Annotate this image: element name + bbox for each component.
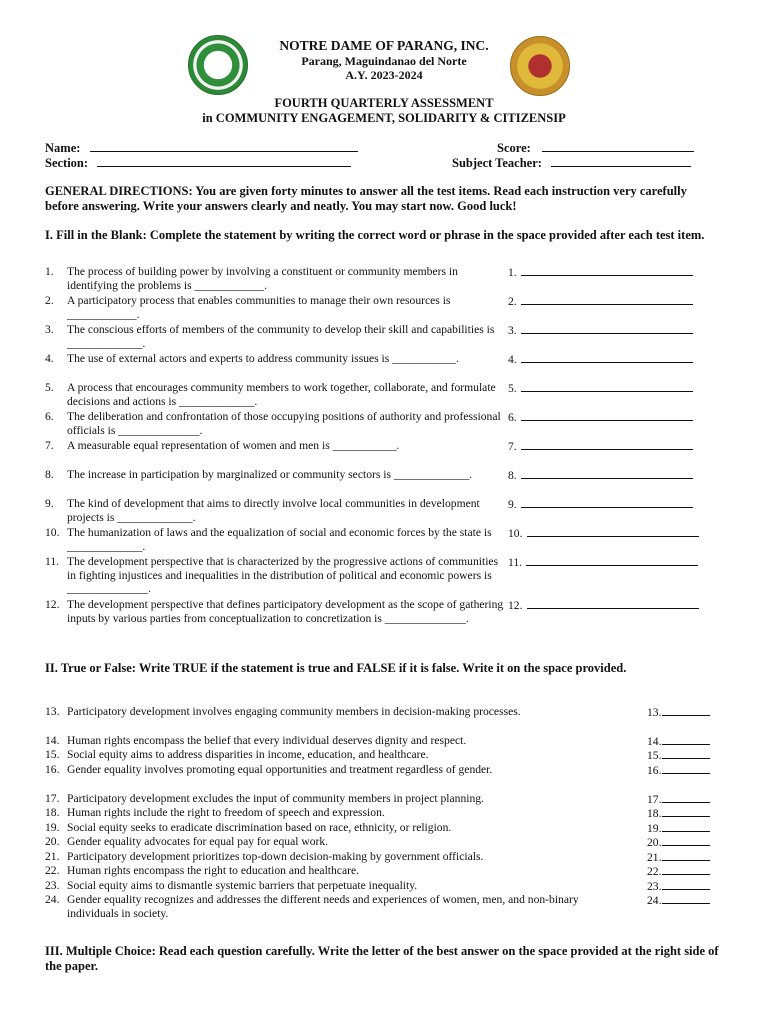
item-text: The deliberation and confrontation of those occupying positions of authority and professional officials is ______________. [67, 410, 501, 437]
item-number: 24. [45, 893, 60, 906]
answer-blank[interactable] [647, 705, 710, 719]
item-text: Social equity aims to address disparities in income, education, and healthcare. [67, 748, 429, 761]
teacher-label: Subject Teacher: [452, 156, 542, 170]
part1-instruction: I. Fill in the Blank: Complete the statement by writing the correct word or phrase in the space provided after each test item. [45, 228, 705, 242]
answer-number: 6. [508, 411, 517, 424]
answer-blank[interactable] [508, 468, 693, 482]
answer-number: 12. [508, 599, 523, 612]
item-text: Social equity seeks to eradicate discrimination based on race, ethnicity, or religion. [67, 821, 452, 834]
item-text: Participatory development prioritizes top-down decision-making by government officials. [67, 850, 484, 863]
answer-blank[interactable] [508, 598, 699, 612]
answer-blank[interactable] [647, 792, 710, 806]
answer-line[interactable] [521, 468, 693, 479]
item-number: 22. [45, 864, 60, 877]
answer-blank[interactable] [508, 410, 693, 424]
answer-line[interactable] [527, 526, 699, 537]
school-name: NOTRE DAME OF PARANG, INC. [279, 38, 489, 53]
answer-number: 3. [508, 324, 517, 337]
answer-number: 15. [647, 749, 662, 762]
answer-number: 7. [508, 440, 517, 453]
general-directions: GENERAL DIRECTIONS: You are given forty minutes to answer all the test items. Read each instruction very carefully before answering. Write your answers clearly and neatly. You may start now. Good luck! [45, 184, 687, 213]
assessment-title: FOURTH QUARTERLY ASSESSMENT [274, 96, 494, 110]
item-number: 15. [45, 748, 60, 761]
answer-line[interactable] [662, 835, 710, 846]
answer-line[interactable] [662, 821, 710, 832]
section-field[interactable] [45, 155, 351, 171]
answer-number: 23. [647, 880, 662, 893]
name-line[interactable] [90, 140, 358, 152]
item-number: 8. [45, 468, 54, 481]
answer-line[interactable] [662, 879, 710, 890]
item-text: The increase in participation by marginalized or community sectors is _____________. [67, 468, 473, 481]
answer-line[interactable] [521, 439, 693, 450]
answer-line[interactable] [521, 497, 693, 508]
answer-line[interactable] [521, 323, 693, 334]
item-text: The conscious efforts of members of the community to develop their skill and capabilities is _____________. [67, 323, 495, 350]
item-number: 10. [45, 526, 60, 539]
item-number: 9. [45, 497, 54, 510]
answer-blank[interactable] [647, 748, 710, 762]
answer-blank[interactable] [647, 734, 710, 748]
answer-number: 11. [508, 556, 523, 569]
item-text: The humanization of laws and the equalization of social and economic forces by the state is _____________. [67, 526, 492, 553]
answer-blank[interactable] [647, 763, 710, 777]
answer-blank[interactable] [647, 821, 710, 835]
answer-blank[interactable] [508, 381, 693, 395]
answer-number: 1. [508, 266, 517, 279]
item-number: 5. [45, 381, 54, 394]
answer-number: 24. [647, 894, 662, 907]
score-line[interactable] [542, 140, 694, 152]
answer-number: 4. [508, 353, 517, 366]
item-number: 2. [45, 294, 54, 307]
item-number: 21. [45, 850, 60, 863]
answer-blank[interactable] [508, 497, 693, 511]
answer-blank[interactable] [508, 352, 693, 366]
item-text: Gender equality involves promoting equal opportunities and treatment regardless of gender. [67, 763, 493, 776]
item-number: 12. [45, 598, 60, 611]
item-number: 6. [45, 410, 54, 423]
item-text: The process of building power by involving a constituent or community members in identifying the problems is ____________. [67, 265, 458, 292]
item-text: Gender equality advocates for equal pay for equal work. [67, 835, 329, 848]
item-number: 1. [45, 265, 54, 278]
answer-blank[interactable] [508, 323, 693, 337]
answer-line[interactable] [521, 381, 693, 392]
answer-number: 5. [508, 382, 517, 395]
name-label: Name: [45, 141, 81, 155]
answer-number: 19. [647, 822, 662, 835]
item-number: 17. [45, 792, 60, 805]
answer-number: 8. [508, 469, 517, 482]
answer-number: 22. [647, 865, 662, 878]
answer-number: 9. [508, 498, 517, 511]
item-number: 19. [45, 821, 60, 834]
answer-blank[interactable] [647, 879, 710, 893]
answer-line[interactable] [521, 410, 693, 421]
answer-blank[interactable] [508, 526, 699, 540]
answer-blank[interactable] [647, 835, 710, 849]
item-text: A participatory process that enables communities to manage their own resources is ____________. [67, 294, 451, 321]
answer-blank[interactable] [647, 864, 710, 878]
answer-line[interactable] [662, 864, 710, 875]
item-number: 14. [45, 734, 60, 747]
score-field[interactable] [497, 140, 694, 156]
answer-blank[interactable] [647, 893, 710, 907]
item-text: The development perspective that defines participatory development as the scope of gathering inputs by various parties from conceptualization to concretization is ______________. [67, 598, 504, 625]
answer-line[interactable] [662, 705, 710, 716]
item-number: 23. [45, 879, 60, 892]
answer-number: 2. [508, 295, 517, 308]
answer-number: 17. [647, 793, 662, 806]
teacher-field[interactable] [452, 155, 691, 171]
answer-number: 16. [647, 764, 662, 777]
item-number: 18. [45, 806, 60, 819]
answer-number: 20. [647, 836, 662, 849]
item-number: 4. [45, 352, 54, 365]
answer-number: 18. [647, 807, 662, 820]
answer-blank[interactable] [508, 439, 693, 453]
item-number: 7. [45, 439, 54, 452]
item-number: 11. [45, 555, 60, 568]
answer-blank[interactable] [647, 806, 710, 820]
item-text: Human rights include the right to freedom of speech and expression. [67, 806, 385, 819]
answer-line[interactable] [662, 748, 710, 759]
item-number: 16. [45, 763, 60, 776]
item-number: 13. [45, 705, 60, 718]
answer-number: 10. [508, 527, 523, 540]
answer-line[interactable] [527, 598, 699, 609]
item-text: Human rights encompass the right to education and healthcare. [67, 864, 360, 877]
answer-line[interactable] [662, 850, 710, 861]
school-address: Parang, Maguindanao del Norte [301, 54, 467, 68]
answer-blank[interactable] [508, 294, 693, 308]
answer-line[interactable] [521, 294, 693, 305]
item-text: The kind of development that aims to directly involve local communities in development projects is _____________. [67, 497, 480, 524]
item-text: The development perspective that is characterized by the progressive actions of communities in fighting injustices and inequalities in the distribution of political and economic powers is ______________. [67, 555, 499, 595]
answer-line[interactable] [662, 792, 710, 803]
item-text: Gender equality recognizes and addresses the different needs and experiences of women, men, and non-binary individuals in society. [67, 893, 579, 920]
school-year: A.Y. 2023-2024 [345, 68, 423, 82]
answer-number: 14. [647, 735, 662, 748]
item-text: Participatory development excludes the input of community members in project planning. [67, 792, 484, 805]
answer-blank[interactable] [508, 265, 693, 279]
part2-instruction: II. True or False: Write TRUE if the statement is true and FALSE if it is false. Write it on the space provided. [45, 661, 627, 675]
answer-line[interactable] [662, 893, 710, 904]
answer-number: 21. [647, 851, 662, 864]
answer-line[interactable] [662, 806, 710, 817]
section-label: Section: [45, 156, 89, 170]
section-line[interactable] [97, 155, 351, 167]
score-label: Score: [497, 141, 531, 155]
item-text: A measurable equal representation of women and men is ___________. [67, 439, 400, 452]
subject-title: in COMMUNITY ENGAGEMENT, SOLIDARITY & CITIZENSIP [202, 111, 566, 125]
answer-line[interactable] [662, 734, 710, 745]
answer-number: 13. [647, 706, 662, 719]
answer-line[interactable] [526, 555, 698, 566]
item-number: 20. [45, 835, 60, 848]
answer-line[interactable] [521, 265, 693, 276]
answer-line[interactable] [662, 763, 710, 774]
item-text: A process that encourages community members to work together, collaborate, and formulate decisions and actions is _____________. [67, 381, 496, 408]
name-field[interactable] [45, 140, 358, 156]
part3-instruction: III. Multiple Choice: Read each question carefully. Write the letter of the best answer on the space provided at the right side of the paper. [45, 944, 719, 973]
answer-blank[interactable] [508, 555, 698, 569]
answer-line[interactable] [521, 352, 693, 363]
item-text: The use of external actors and experts to address community issues is ___________. [67, 352, 459, 365]
item-text: Participatory development involves engaging community members in decision-making processes. [67, 705, 521, 718]
item-text: Human rights encompass the belief that every individual deserves dignity and respect. [67, 734, 467, 747]
item-text: Social equity aims to dismantle systemic barriers that perpetuate inequality. [67, 879, 418, 892]
teacher-line[interactable] [551, 155, 691, 167]
item-number: 3. [45, 323, 54, 336]
answer-blank[interactable] [647, 850, 710, 864]
